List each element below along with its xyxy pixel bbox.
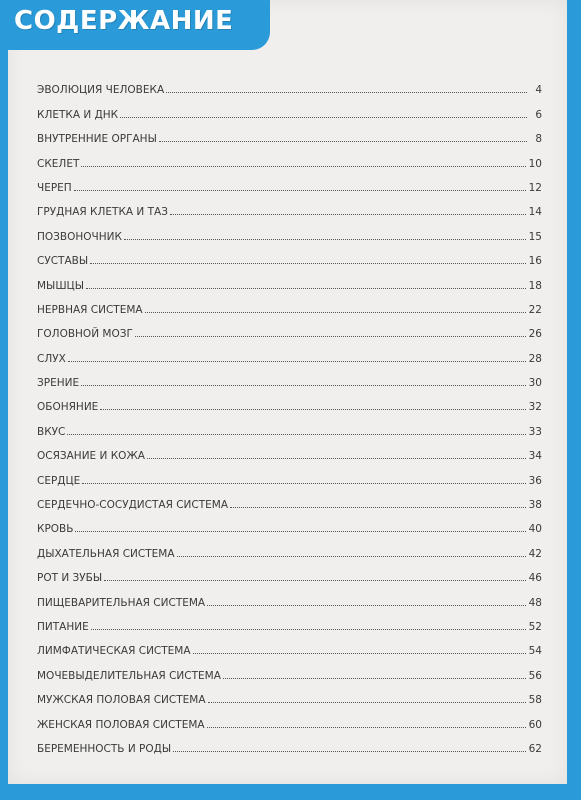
dot-leader: [177, 556, 526, 557]
toc-entry-page-number: 12: [528, 181, 542, 194]
dot-leader: [75, 531, 525, 532]
toc-entry[interactable]: [37, 342, 542, 366]
toc-entry-page-number: 16: [528, 255, 542, 268]
toc-entry-page-number: 26: [528, 328, 542, 341]
dot-leader: [207, 605, 526, 606]
dot-leader: [159, 141, 527, 142]
dot-leader: [74, 190, 526, 191]
toc-entry-label: МЫШЦЫ: [37, 279, 84, 292]
toc-entry[interactable]: [37, 367, 542, 391]
toc-entry[interactable]: [37, 733, 542, 757]
toc-entry-label: СЕРДЕЧНО-СОСУДИСТАЯ СИСТЕМА: [37, 499, 229, 512]
toc-entry-label: ЗРЕНИЕ: [37, 377, 80, 390]
toc-entry-page-number: 22: [528, 303, 542, 316]
toc-entry[interactable]: [37, 659, 542, 683]
dot-leader: [208, 702, 526, 703]
dot-leader: [100, 409, 525, 410]
toc-entry-page-number: 54: [528, 645, 542, 658]
toc-entry-page-number: 62: [528, 742, 542, 755]
dot-leader: [67, 434, 525, 435]
toc-entry-label: МОЧЕВЫДЕЛИТЕЛЬНАЯ СИСТЕМА: [37, 669, 221, 682]
toc-entry-label: КРОВЬ: [37, 523, 74, 536]
toc-entry[interactable]: [37, 172, 542, 196]
toc-entry[interactable]: [37, 708, 542, 732]
toc-entry-page-number: 6: [535, 108, 542, 121]
dot-leader: [82, 483, 525, 484]
toc-entry-page-number: 8: [535, 133, 542, 146]
toc-entry[interactable]: [37, 294, 542, 318]
dot-leader: [86, 288, 526, 289]
toc-entry-page-number: 36: [528, 474, 542, 487]
toc-entry[interactable]: [37, 440, 542, 464]
toc-entry[interactable]: [37, 74, 542, 98]
dot-leader: [223, 678, 526, 679]
toc-entry[interactable]: [37, 684, 542, 708]
toc-entry[interactable]: [37, 98, 542, 122]
toc-entry-label: ОСЯЗАНИЕ И КОЖА: [37, 450, 145, 463]
toc-entry-label: БЕРЕМЕННОСТЬ И РОДЫ: [37, 742, 172, 755]
dot-leader: [147, 458, 526, 459]
dot-leader: [170, 214, 526, 215]
dot-leader: [81, 385, 526, 386]
toc-entry[interactable]: [37, 220, 542, 244]
toc-entry-label: НЕРВНАЯ СИСТЕМА: [37, 303, 143, 316]
toc-entry-label: ДЫХАТЕЛЬНАЯ СИСТЕМА: [37, 547, 175, 560]
toc-entry[interactable]: [37, 245, 542, 269]
toc-entry-page-number: 52: [528, 620, 542, 633]
toc-entry-page-number: 4: [535, 84, 542, 97]
toc-entry-label: ЭВОЛЮЦИЯ ЧЕЛОВЕКА: [37, 84, 165, 97]
toc-entry-page-number: 15: [528, 230, 542, 243]
table-of-contents: [37, 74, 542, 757]
toc-entry-page-number: 40: [528, 523, 542, 536]
toc-entry-label: КЛЕТКА И ДНК: [37, 108, 119, 121]
toc-entry-label: ПОЗВОНОЧНИК: [37, 230, 122, 243]
toc-entry-page-number: 48: [528, 596, 542, 609]
dot-leader: [173, 751, 526, 752]
toc-entry-label: СЕРДЦЕ: [37, 474, 81, 487]
toc-entry-page-number: 28: [528, 352, 542, 365]
toc-entry-label: РОТ И ЗУБЫ: [37, 572, 103, 585]
toc-entry-label: ГРУДНАЯ КЛЕТКА И ТАЗ: [37, 206, 168, 219]
dot-leader: [193, 653, 526, 654]
toc-entry-page-number: 14: [528, 206, 542, 219]
toc-entry-label: ВНУТРЕННИЕ ОРГАНЫ: [37, 133, 157, 146]
toc-entry[interactable]: [37, 586, 542, 610]
toc-entry[interactable]: [37, 537, 542, 561]
toc-entry-label: МУЖСКАЯ ПОЛОВАЯ СИСТЕМА: [37, 694, 206, 707]
toc-entry-page-number: 10: [528, 157, 542, 170]
toc-entry-label: СУСТАВЫ: [37, 255, 89, 268]
toc-entry-page-number: 30: [528, 377, 542, 390]
dot-leader: [120, 117, 527, 118]
toc-entry-page-number: 32: [528, 401, 542, 414]
toc-entry-page-number: 34: [528, 450, 542, 463]
header-tab: [0, 0, 270, 50]
toc-entry-label: СКЕЛЕТ: [37, 157, 80, 170]
toc-entry-label: ЧЕРЕП: [37, 181, 72, 194]
toc-entry[interactable]: [37, 391, 542, 415]
toc-entry-page-number: 46: [528, 572, 542, 585]
dot-leader: [145, 312, 526, 313]
toc-entry-page-number: 18: [528, 279, 542, 292]
toc-entry-page-number: 42: [528, 547, 542, 560]
toc-entry-page-number: 33: [528, 425, 542, 438]
toc-entry[interactable]: [37, 196, 542, 220]
toc-entry-page-number: 58: [528, 694, 542, 707]
toc-entry-page-number: 56: [528, 669, 542, 682]
toc-entry-label: ЛИМФАТИЧЕСКАЯ СИСТЕМА: [37, 645, 191, 658]
dot-leader: [166, 92, 527, 93]
dot-leader: [91, 629, 526, 630]
dot-leader: [81, 166, 525, 167]
toc-entry[interactable]: [37, 562, 542, 586]
toc-entry[interactable]: [37, 415, 542, 439]
toc-entry-label: СЛУХ: [37, 352, 66, 365]
toc-entry[interactable]: [37, 489, 542, 513]
toc-entry[interactable]: [37, 318, 542, 342]
toc-entry-label: ЖЕНСКАЯ ПОЛОВАЯ СИСТЕМА: [37, 718, 205, 731]
toc-entry[interactable]: [37, 464, 542, 488]
toc-entry[interactable]: [37, 635, 542, 659]
toc-entry[interactable]: [37, 513, 542, 537]
toc-entry-label: ГОЛОВНОЙ МОЗГ: [37, 328, 133, 341]
toc-entry-label: ВКУС: [37, 425, 66, 438]
toc-entry-page-number: 38: [528, 499, 542, 512]
toc-entry-page-number: 60: [528, 718, 542, 731]
dot-leader: [124, 239, 526, 240]
dot-leader: [104, 580, 525, 581]
toc-entry-label: ОБОНЯНИЕ: [37, 401, 99, 414]
toc-entry[interactable]: [37, 611, 542, 635]
toc-entry[interactable]: [37, 147, 542, 171]
dot-leader: [135, 336, 526, 337]
toc-entry[interactable]: [37, 269, 542, 293]
toc-entry-label: ПИТАНИЕ: [37, 620, 89, 633]
dot-leader: [207, 727, 526, 728]
toc-entry-label: ПИЩЕВАРИТЕЛЬНАЯ СИСТЕМА: [37, 596, 206, 609]
page-title: СОДЕРЖАНИЕ: [14, 6, 234, 36]
dot-leader: [90, 263, 525, 264]
dot-leader: [230, 507, 526, 508]
toc-entry[interactable]: [37, 123, 542, 147]
dot-leader: [68, 361, 526, 362]
